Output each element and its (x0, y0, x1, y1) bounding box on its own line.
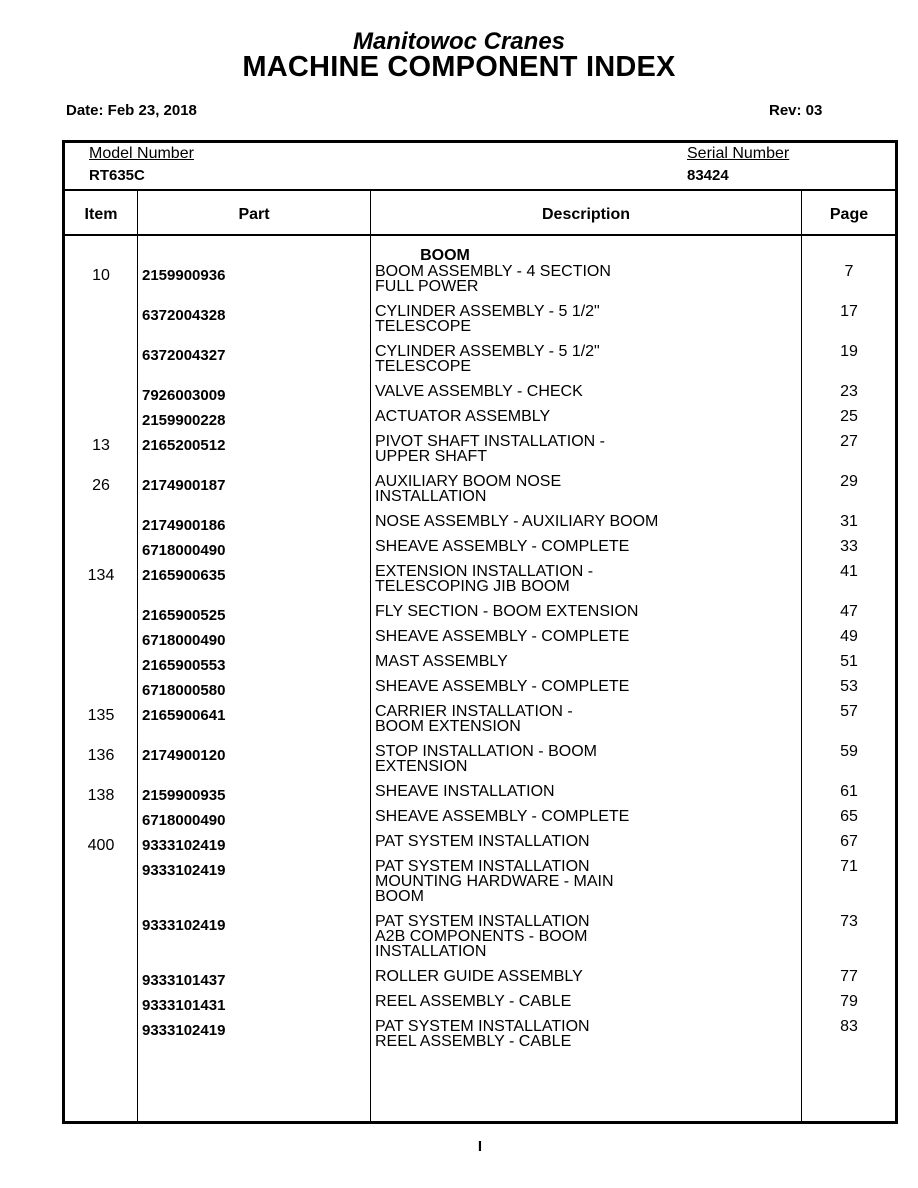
part-number: 2159900935 (142, 787, 226, 804)
page-reference: 71 (840, 858, 858, 875)
item-number: 135 (87, 707, 115, 724)
description-line: BOOM EXTENSION (375, 718, 521, 735)
part-number: 2165900553 (142, 657, 226, 674)
column-header-description: Description (541, 206, 630, 223)
part-description (375, 1019, 795, 1049)
item-number: 138 (87, 787, 115, 804)
page-reference: 33 (840, 538, 858, 555)
part-number: 2165900635 (142, 567, 226, 584)
part-number: 9333101437 (142, 972, 226, 989)
page-reference: 83 (840, 1018, 858, 1035)
part-number: 2165900641 (142, 707, 226, 724)
part-description (375, 994, 795, 1009)
part-number: 6372004327 (142, 347, 226, 364)
serial-number-value: 83424 (687, 167, 729, 184)
description-line: PAT SYSTEM INSTALLATION (375, 858, 590, 875)
part-description (375, 744, 795, 774)
description-line: STOP INSTALLATION - BOOM (375, 743, 597, 760)
part-description (375, 834, 795, 849)
description-line: PAT SYSTEM INSTALLATION (375, 913, 590, 930)
description-line: SHEAVE ASSEMBLY - COMPLETE (375, 628, 630, 645)
description-line: UPPER SHAFT (375, 448, 488, 465)
item-number: 10 (92, 267, 110, 284)
description-line: PAT SYSTEM INSTALLATION (375, 833, 590, 850)
description-line: BOOM ASSEMBLY - 4 SECTION (375, 263, 611, 280)
section-title: BOOM (420, 247, 470, 264)
column-divider (137, 191, 138, 1121)
part-description (375, 629, 795, 644)
part-description (375, 859, 795, 904)
column-divider (801, 191, 802, 1121)
part-description (375, 474, 795, 504)
column-header-item: Item (84, 206, 118, 223)
page-title: MACHINE COMPONENT INDEX (242, 51, 676, 83)
description-line: TELESCOPE (375, 318, 472, 335)
part-number: 9333102419 (142, 917, 226, 934)
description-line: FLY SECTION - BOOM EXTENSION (375, 603, 639, 620)
brand-name: Manitowoc Cranes (352, 28, 566, 55)
item-number: 26 (92, 477, 110, 494)
item-number: 136 (87, 747, 115, 764)
description-line: SHEAVE INSTALLATION (375, 783, 555, 800)
page-reference: 59 (840, 743, 858, 760)
page-reference: 27 (840, 433, 858, 450)
part-description (375, 514, 795, 529)
item-number: 400 (87, 837, 115, 854)
part-number: 6718000580 (142, 682, 226, 699)
description-line: SHEAVE ASSEMBLY - COMPLETE (375, 678, 630, 695)
part-number: 9333102419 (142, 1022, 226, 1039)
description-line: CARRIER INSTALLATION - (375, 703, 573, 720)
part-number: 9333102419 (142, 837, 226, 854)
description-line: VALVE ASSEMBLY - CHECK (375, 383, 583, 400)
description-line: AUXILIARY BOOM NOSE (375, 473, 562, 490)
page-reference: 57 (840, 703, 858, 720)
part-description (375, 344, 795, 374)
model-number-value: RT635C (89, 167, 145, 184)
page-reference: 51 (840, 653, 858, 670)
part-description (375, 409, 795, 424)
part-description (375, 304, 795, 334)
page-reference: 17 (840, 303, 858, 320)
part-description (375, 604, 795, 619)
part-description (375, 784, 795, 799)
divider-model (65, 189, 895, 191)
description-line: REEL ASSEMBLY - CABLE (375, 993, 572, 1010)
description-line: TELESCOPE (375, 358, 472, 375)
page-reference: 73 (840, 913, 858, 930)
page-reference: 61 (840, 783, 858, 800)
description-line: PAT SYSTEM INSTALLATION (375, 1018, 590, 1035)
description-line: PIVOT SHAFT INSTALLATION - (375, 433, 605, 450)
page-reference: 19 (840, 343, 858, 360)
part-description (375, 704, 795, 734)
description-line: CYLINDER ASSEMBLY - 5 1/2" (375, 303, 600, 320)
description-line: MOUNTING HARDWARE - MAIN (375, 873, 614, 890)
page-reference: 31 (840, 513, 858, 530)
page-reference: 53 (840, 678, 858, 695)
part-description (375, 914, 795, 959)
part-number: 6372004328 (142, 307, 226, 324)
page-reference: 41 (840, 563, 858, 580)
description-line: SHEAVE ASSEMBLY - COMPLETE (375, 808, 630, 825)
page-reference: 47 (840, 603, 858, 620)
model-number-label: Model Number (89, 145, 194, 162)
column-header-page: Page (829, 206, 869, 223)
page-reference: 25 (840, 408, 858, 425)
page-reference: 79 (840, 993, 858, 1010)
part-description (375, 564, 795, 594)
description-line: MAST ASSEMBLY (375, 653, 508, 670)
part-number: 6718000490 (142, 542, 226, 559)
part-number: 6718000490 (142, 812, 226, 829)
column-header-part: Part (238, 206, 270, 223)
component-index-table (62, 140, 898, 1124)
page-reference: 29 (840, 473, 858, 490)
page-reference: 77 (840, 968, 858, 985)
part-description (375, 679, 795, 694)
description-line: ROLLER GUIDE ASSEMBLY (375, 968, 583, 985)
part-number: 2159900228 (142, 412, 226, 429)
description-line: ACTUATOR ASSEMBLY (375, 408, 551, 425)
part-number: 9333102419 (142, 862, 226, 879)
description-line: NOSE ASSEMBLY - AUXILIARY BOOM (375, 513, 659, 530)
page-number: I (477, 1138, 483, 1155)
item-number: 134 (87, 567, 115, 584)
description-line: BOOM (375, 888, 424, 905)
description-line: FULL POWER (375, 278, 479, 295)
part-description (375, 384, 795, 399)
part-number: 2165900525 (142, 607, 226, 624)
description-line: SHEAVE ASSEMBLY - COMPLETE (375, 538, 630, 555)
page-reference: 7 (844, 263, 854, 280)
part-number: 6718000490 (142, 632, 226, 649)
description-line: EXTENSION (375, 758, 468, 775)
page-reference: 67 (840, 833, 858, 850)
page-reference: 23 (840, 383, 858, 400)
part-number: 2174900120 (142, 747, 226, 764)
description-line: INSTALLATION (375, 488, 487, 505)
description-line: INSTALLATION (375, 943, 487, 960)
part-number: 2165200512 (142, 437, 226, 454)
part-number: 2174900187 (142, 477, 226, 494)
item-number: 13 (92, 437, 110, 454)
description-line: CYLINDER ASSEMBLY - 5 1/2" (375, 343, 600, 360)
part-description (375, 654, 795, 669)
part-number: 9333101431 (142, 997, 226, 1014)
part-description (375, 809, 795, 824)
divider-header (65, 234, 895, 236)
page-reference: 49 (840, 628, 858, 645)
part-description (375, 539, 795, 554)
document-date: Date: Feb 23, 2018 (66, 102, 197, 119)
description-line: A2B COMPONENTS - BOOM (375, 928, 588, 945)
serial-number-label: Serial Number (687, 145, 790, 162)
description-line: EXTENSION INSTALLATION - (375, 563, 594, 580)
description-line: REEL ASSEMBLY - CABLE (375, 1033, 572, 1050)
document-revision: Rev: 03 (769, 102, 823, 119)
column-divider (370, 191, 371, 1121)
page-reference: 65 (840, 808, 858, 825)
part-number: 2159900936 (142, 267, 226, 284)
part-number: 7926003009 (142, 387, 226, 404)
part-description (375, 434, 795, 464)
part-description (375, 264, 795, 294)
description-line: TELESCOPING JIB BOOM (375, 578, 570, 595)
part-description (375, 969, 795, 984)
part-number: 2174900186 (142, 517, 226, 534)
